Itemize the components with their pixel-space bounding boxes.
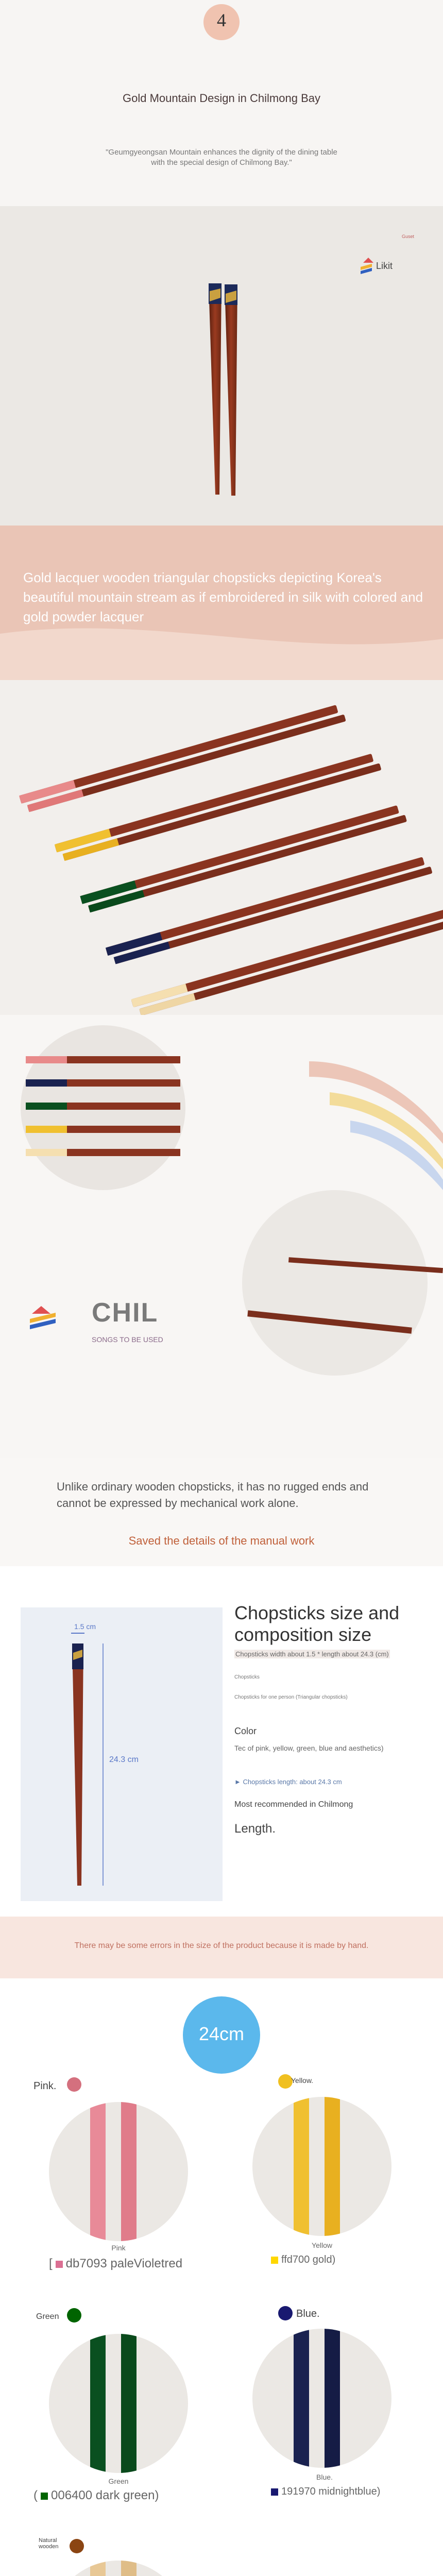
size-note: Chopsticks for one person (Triangular chopsticks) (234, 1694, 348, 1700)
collage-section (0, 1015, 443, 1458)
color-dot-yellow (278, 2074, 293, 2089)
caption-green: Green (108, 2477, 129, 2485)
color-label: Color (234, 1726, 257, 1736)
color-name-pink: Pink. (33, 2080, 57, 2092)
chopstick-shaft (209, 283, 222, 495)
size-illustration (21, 1607, 223, 1901)
description-band (0, 526, 443, 680)
color-name-blue: Blue. (296, 2308, 320, 2319)
color-dot-blue (278, 2306, 293, 2320)
size-detail: Chopsticks width about 1.5 * length about 24.3 (cm) (235, 1650, 389, 1658)
length-badge-text: 24cm (198, 2023, 245, 2044)
chil-title: CHIL (92, 1298, 159, 1328)
color-name-green: Green (36, 2312, 59, 2321)
size-section (0, 1566, 443, 1917)
green-circle-photo (49, 2334, 188, 2473)
color-options-section (0, 1978, 443, 2576)
section-number: 4 (217, 10, 226, 30)
brand-logo (361, 258, 373, 274)
caption-yellow: Yellow (312, 2241, 332, 2249)
size-info (234, 1602, 430, 1836)
code-pink: [ db7093 paleVioletred (49, 2257, 183, 2270)
chil-subtitle: SONGS TO BE USED (92, 1335, 163, 1344)
collage-circle-right (242, 1190, 428, 1376)
length-row (234, 1778, 430, 1786)
manual-work-section (0, 1458, 443, 1566)
color-dot-natural (70, 2539, 84, 2553)
collage-illustration (0, 1015, 443, 1458)
five-chopsticks-illustration (0, 680, 443, 1015)
code-green-text: 006400 dark green) (51, 2488, 159, 2502)
chopstick-shaft-2 (225, 284, 237, 496)
error-note: There may be some errors in the size of the product because it is made by hand. (74, 1941, 369, 1950)
five-chopsticks-photo (0, 680, 443, 1015)
code-yellow (268, 2254, 335, 2266)
color-dot-pink (67, 2077, 81, 2092)
length-word: Length. (234, 1822, 276, 1836)
length-row-text: Chopsticks length: about 24.3 cm (243, 1778, 342, 1786)
natural-circle-photo (49, 2561, 188, 2576)
section-number-badge (203, 4, 240, 40)
color-name-natural: Natural wooden (39, 2537, 59, 2550)
brand-word: Likit (376, 261, 393, 271)
intro-quote: "Geumgyeongsan Mountain enhances the dignity of the dining table with the special design of Chilmong Bay." (106, 148, 337, 167)
dim-length: 24.3 cm (109, 1755, 139, 1764)
caption-pink: Pink (111, 2244, 126, 2252)
manual-description: Unlike ordinary wooden chopsticks, it has no rugged ends and cannot be expressed by mechanical work alone. (57, 1480, 369, 1510)
length-badge (183, 1996, 260, 2074)
code-green: ( 006400 dark green) (33, 2488, 159, 2502)
chil-logo (30, 1306, 56, 1329)
size-title: Chopsticks size and composition size (234, 1602, 400, 1645)
code-yellow-text: ffd700 gold) (281, 2254, 336, 2265)
code-blue-text: 191970 midnightblue) (281, 2486, 381, 2497)
single-chopstick-photo (0, 206, 443, 526)
dim-width: 1.5 cm (74, 1622, 96, 1631)
hero-single-chopstick (0, 206, 443, 526)
color-dot-green (67, 2308, 81, 2323)
intro-title: Gold Mountain Design in Chilmong Bay (123, 92, 320, 105)
pink-circle-photo (49, 2102, 188, 2241)
size-photo (21, 1607, 223, 1901)
intro-section (0, 0, 443, 206)
code-pink-text: db7093 paleVioletred (65, 2257, 183, 2270)
brand-small: Guset (402, 234, 415, 239)
arrow-right-icon: ► (234, 1778, 243, 1786)
code-blue (268, 2486, 380, 2498)
color-name-yellow: Yellow. (291, 2076, 314, 2084)
blue-circle-photo (252, 2329, 391, 2468)
caption-blue: Blue. (316, 2473, 333, 2481)
size-tag: Chopsticks (234, 1674, 260, 1680)
manual-highlight: Saved the details of the manual work (128, 1534, 315, 1547)
error-note-band (0, 1917, 443, 1978)
description-text: Gold lacquer wooden triangular chopsticks depicting Korea's beautiful mountain stream as if embroidered in silk with colored and gold powder lacquer (23, 570, 423, 624)
yellow-circle-photo (252, 2097, 391, 2236)
color-list: Tec of pink, yellow, green, blue and aesthetics) (234, 1744, 384, 1752)
most-recommended: Most recommended in Chilmong (234, 1800, 353, 1809)
